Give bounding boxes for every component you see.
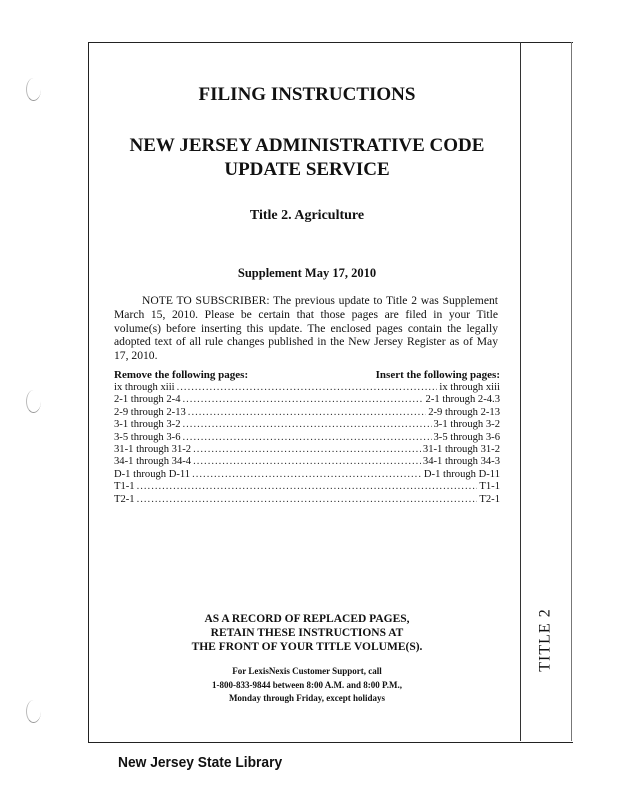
insert-pages: D-1 through D-11 <box>423 468 500 480</box>
remove-pages: 2-1 through 2-4 <box>114 394 181 406</box>
support-notice <box>112 665 502 706</box>
insert-pages: 31-1 through 31-2 <box>422 443 500 455</box>
table-row <box>114 494 500 506</box>
insert-pages: ix through xiii <box>439 382 500 393</box>
insert-pages: T2-1 <box>479 493 500 505</box>
record-notice <box>112 612 502 654</box>
table-row <box>114 419 500 431</box>
insert-pages: T1-1 <box>479 481 500 493</box>
punch-hole-top <box>26 78 41 101</box>
record-line-2: RETAIN THESE INSTRUCTIONS AT <box>210 627 404 639</box>
insert-pages: 2-1 through 2-4.3 <box>425 394 500 406</box>
service-heading <box>112 134 502 182</box>
table-row <box>114 444 500 456</box>
support-line-3: Monday through Friday, except holidays <box>228 693 386 703</box>
title-tab-label: TITLE 2 <box>537 608 555 672</box>
title-tab <box>521 560 571 720</box>
dot-leader <box>192 469 422 481</box>
table-row <box>114 456 500 468</box>
remove-pages: 3-5 through 3-6 <box>114 431 181 443</box>
pages-table <box>114 382 500 506</box>
insert-pages: 2-9 through 2-13 <box>428 406 500 418</box>
table-row <box>114 382 500 394</box>
subscriber-note: NOTE TO SUBSCRIBER: The previous update to Title 2 was Supplement March 15, 2010. Please be certain that those pages are filed in your Title volume(s) before inserting this update. The enclosed pages contain the legally adopted text of all rule changes published in the New Jersey Register as of May 17, 2010. <box>114 294 498 363</box>
dot-leader <box>183 432 432 444</box>
table-row <box>114 469 500 481</box>
insert-pages: 3-5 through 3-6 <box>433 431 500 443</box>
remove-pages: ix through xiii <box>114 382 175 393</box>
dot-leader <box>188 407 426 419</box>
punch-hole-bottom <box>26 700 41 723</box>
page-title: FILING INSTRUCTIONS <box>198 84 416 105</box>
page-right-edge <box>571 42 572 741</box>
dot-leader <box>137 494 478 506</box>
supplement-date: Supplement May 17, 2010 <box>237 266 377 280</box>
record-line-1: AS A RECORD OF REPLACED PAGES, <box>204 613 410 625</box>
table-row <box>114 481 500 493</box>
remove-header: Remove the following pages: <box>114 369 249 381</box>
remove-pages: T2-1 <box>114 493 135 505</box>
insert-header: Insert the following pages: <box>375 369 500 381</box>
pages-table-header <box>114 369 500 381</box>
insert-pages: 34-1 through 34-3 <box>422 456 500 468</box>
remove-pages: 31-1 through 31-2 <box>114 443 192 455</box>
table-row <box>114 394 500 406</box>
instructions-content <box>112 42 502 741</box>
library-stamp: New Jersey State Library <box>118 754 283 771</box>
dot-leader <box>183 419 432 431</box>
support-line-2: 1-800-833-9844 between 8:00 A.M. and 8:00 P.M., <box>212 679 402 690</box>
title-heading: Title 2. Agriculture <box>249 208 365 223</box>
remove-pages: 34-1 through 34-4 <box>114 456 192 468</box>
insert-pages: 3-1 through 3-2 <box>433 419 500 431</box>
dot-leader <box>193 456 421 468</box>
remove-pages: D-1 through D-11 <box>114 468 191 480</box>
dot-leader <box>183 394 424 406</box>
service-line-2: UPDATE SERVICE <box>224 159 390 180</box>
dot-leader <box>137 481 478 493</box>
dot-leader <box>177 382 438 394</box>
record-line-3: THE FRONT OF YOUR TITLE VOLUME(S). <box>191 641 423 653</box>
remove-pages: 2-9 through 2-13 <box>114 406 186 418</box>
table-row <box>114 407 500 419</box>
remove-pages: T1-1 <box>114 481 135 493</box>
service-line-1: NEW JERSEY ADMINISTRATIVE CODE <box>129 135 485 156</box>
dot-leader <box>193 444 421 456</box>
remove-pages: 3-1 through 3-2 <box>114 419 181 431</box>
punch-hole-middle <box>26 390 41 413</box>
table-row <box>114 432 500 444</box>
support-line-1: For LexisNexis Customer Support, call <box>232 666 382 676</box>
